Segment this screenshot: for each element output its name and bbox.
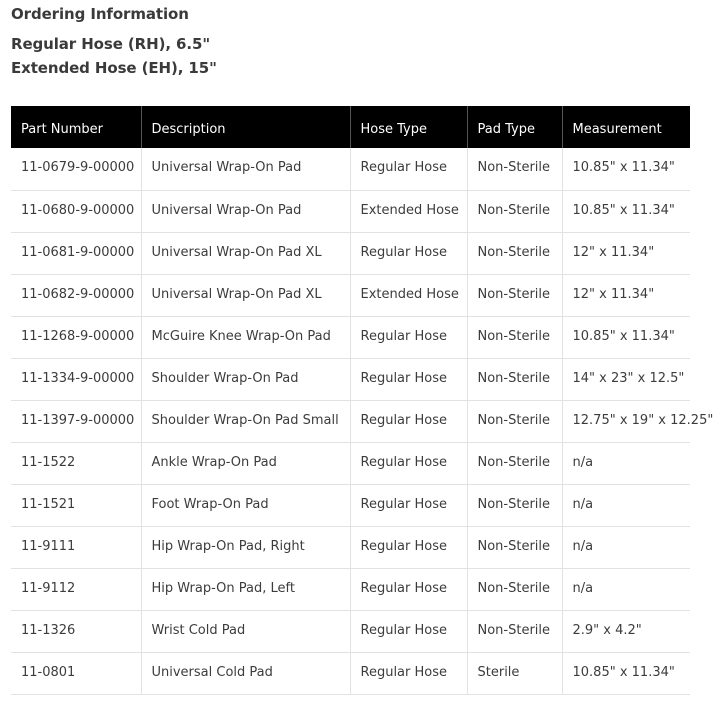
part-number-cell: 11-0681-9-00000 [11,232,141,274]
measurement-cell: 10.85" x 11.34" [562,316,690,358]
hose-type-cell: Extended Hose [350,274,467,316]
pad-type-cell: Non-Sterile [467,358,562,400]
header-pad-type: Pad Type [467,106,562,148]
table-row [11,190,690,232]
ordering-table [11,106,713,695]
pad-type-cell: Non-Sterile [467,568,562,610]
header-hose-type: Hose Type [350,106,467,148]
pad-type-cell: Non-Sterile [467,526,562,568]
measurement-cell: 10.85" x 11.34" [562,190,690,232]
measurement-cell: 12" x 11.34" [562,274,690,316]
part-number-cell: 11-0801 [11,652,141,694]
table-header-row [11,106,690,148]
hose-type-cell: Regular Hose [350,316,467,358]
pad-type-cell: Non-Sterile [467,274,562,316]
part-number-cell: 11-9112 [11,568,141,610]
hose-type-cell: Extended Hose [350,190,467,232]
table-row [11,568,690,610]
section-title: Ordering Information [11,5,189,23]
part-number-cell: 11-0680-9-00000 [11,190,141,232]
measurement-cell: 2.9" x 4.2" [562,610,690,652]
pad-type-cell: Non-Sterile [467,442,562,484]
measurement-cell: n/a [562,484,690,526]
measurement-cell: n/a [562,568,690,610]
description-cell: Universal Wrap-On Pad XL [141,274,350,316]
description-cell: Foot Wrap-On Pad [141,484,350,526]
hose-type-cell: Regular Hose [350,568,467,610]
table-row [11,400,690,442]
pad-type-cell: Non-Sterile [467,148,562,190]
table-row [11,442,690,484]
hose-type-cell: Regular Hose [350,442,467,484]
part-number-cell: 11-1522 [11,442,141,484]
description-cell: Universal Wrap-On Pad XL [141,232,350,274]
hose-type-cell: Regular Hose [350,148,467,190]
pad-type-cell: Non-Sterile [467,484,562,526]
measurement-cell: 10.85" x 11.34" [562,652,690,694]
table-row [11,232,690,274]
header-measurement: Measurement [562,106,690,148]
part-number-cell: 11-1521 [11,484,141,526]
pad-type-cell: Non-Sterile [467,610,562,652]
table-row [11,358,690,400]
measurement-cell: 10.85" x 11.34" [562,148,690,190]
measurement-cell: 14" x 23" x 12.5" [562,358,690,400]
table-body [11,148,713,694]
measurement-cell: n/a [562,442,690,484]
pad-type-cell: Non-Sterile [467,190,562,232]
part-number-cell: 11-0679-9-00000 [11,148,141,190]
table-row [11,274,690,316]
part-number-cell: 11-1334-9-00000 [11,358,141,400]
regular-hose-heading: Regular Hose (RH), 6.5" [11,35,211,53]
table-row [11,526,690,568]
description-cell: Wrist Cold Pad [141,610,350,652]
hose-type-cell: Regular Hose [350,610,467,652]
part-number-cell: 11-1397-9-00000 [11,400,141,442]
part-number-cell: 11-1326 [11,610,141,652]
pad-type-cell: Sterile [467,652,562,694]
part-number-cell: 11-1268-9-00000 [11,316,141,358]
description-cell: Hip Wrap-On Pad, Left [141,568,350,610]
table-row [11,652,690,694]
measurement-cell: 12" x 11.34" [562,232,690,274]
hose-type-cell: Regular Hose [350,526,467,568]
header-part-number: Part Number [11,106,141,148]
table-row [11,484,690,526]
description-cell: Universal Wrap-On Pad [141,148,350,190]
table-row [11,148,690,190]
description-cell: Shoulder Wrap-On Pad Small [141,400,350,442]
hose-type-cell: Regular Hose [350,400,467,442]
extended-hose-heading: Extended Hose (EH), 15" [11,59,217,77]
pad-type-cell: Non-Sterile [467,316,562,358]
description-cell: Universal Cold Pad [141,652,350,694]
part-number-cell: 11-9111 [11,526,141,568]
description-cell: Hip Wrap-On Pad, Right [141,526,350,568]
pad-type-cell: Non-Sterile [467,232,562,274]
table-row [11,316,690,358]
description-cell: Shoulder Wrap-On Pad [141,358,350,400]
hose-type-cell: Regular Hose [350,358,467,400]
hose-type-cell: Regular Hose [350,484,467,526]
header-description: Description [141,106,350,148]
measurement-cell: 12.75" x 19" x 12.25" [562,400,690,442]
table-row [11,610,690,652]
description-cell: McGuire Knee Wrap-On Pad [141,316,350,358]
pad-type-cell: Non-Sterile [467,400,562,442]
hose-type-cell: Regular Hose [350,652,467,694]
description-cell: Universal Wrap-On Pad [141,190,350,232]
description-cell: Ankle Wrap-On Pad [141,442,350,484]
hose-type-cell: Regular Hose [350,232,467,274]
part-number-cell: 11-0682-9-00000 [11,274,141,316]
measurement-cell: n/a [562,526,690,568]
